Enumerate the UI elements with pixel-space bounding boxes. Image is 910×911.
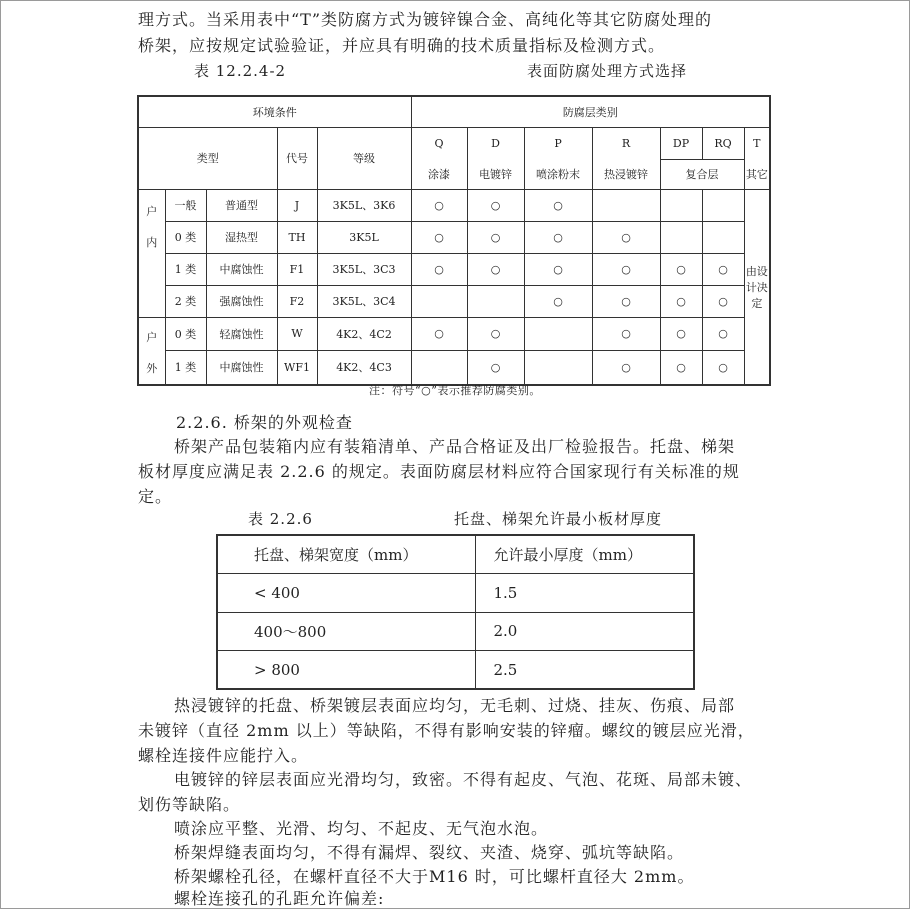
row-code: TH — [277, 221, 317, 253]
row-class: 0 类 — [165, 221, 206, 253]
row-code: W — [277, 317, 317, 350]
name-composite: 复合层 — [660, 159, 744, 189]
mark — [467, 285, 524, 317]
mark: ○ — [660, 350, 702, 384]
row-class: 0 类 — [165, 317, 206, 350]
mark: ○ — [524, 221, 592, 253]
mark: ○ — [467, 221, 524, 253]
row-grade: 3K5L、3C4 — [317, 285, 411, 317]
mark: ○ — [411, 317, 467, 350]
table1-title: 表面防腐处理方式选择 — [527, 62, 688, 80]
thickness-cell: 2.0 — [475, 612, 694, 651]
mark: ○ — [592, 350, 660, 384]
row-class: 1 类 — [165, 350, 206, 384]
mark: ○ — [702, 350, 744, 384]
row-grade: 3K5L — [317, 221, 411, 253]
mark — [524, 350, 592, 384]
hotdip-para-line-2: 未镀锌（直径 2mm 以上）等缺陷，不得有影响安装的锌瘤。螺纹的镀层应光滑， — [138, 721, 755, 740]
code-q: Q — [411, 127, 467, 159]
section-para-line-2: 板材厚度应满足表 2.2.6 的规定。表面防腐层材料应符合国家现行有关标准的规 — [138, 462, 740, 481]
section-para-line-3: 定。 — [138, 487, 173, 506]
row-grade: 4K2、4C2 — [317, 317, 411, 350]
mark — [702, 189, 744, 221]
table1-note: 注：符号“○”表示推荐防腐类别。 — [369, 384, 541, 397]
spray-para: 喷涂应平整、光滑、均匀、不起皮、无气泡水泡。 — [174, 819, 549, 838]
outdoor-label — [138, 317, 165, 385]
thickness-cell: 2.5 — [475, 651, 694, 690]
mark: ○ — [592, 253, 660, 285]
row-class: 1 类 — [165, 253, 206, 285]
anticorrosion-table — [137, 95, 771, 386]
row-code: WF1 — [277, 350, 317, 384]
row-type: 湿热型 — [206, 221, 277, 253]
name-hot-dip: 热浸镀锌 — [592, 159, 660, 189]
width-header: 托盘、梯架宽度（mm） — [217, 535, 475, 574]
mark: ○ — [660, 253, 702, 285]
code-d: D — [467, 127, 524, 159]
thickness-table — [216, 534, 695, 690]
row-class: 2 类 — [165, 285, 206, 317]
mark: ○ — [411, 221, 467, 253]
outdoor-char-2: 外 — [146, 361, 158, 375]
mark: ○ — [524, 253, 592, 285]
mark: ○ — [592, 317, 660, 350]
thickness-header: 允许最小厚度（mm） — [475, 535, 694, 574]
row-grade: 3K5L、3C3 — [317, 253, 411, 285]
t-design-decided: 由设计决定 — [744, 189, 770, 385]
name-other: 其它 — [744, 159, 770, 189]
env-conditions-header: 环境条件 — [138, 96, 411, 127]
code-header: 代号 — [277, 127, 317, 189]
hotdip-para-line-1: 热浸镀锌的托盘、桥架镀层表面应均匀，无毛刺、过烧、挂灰、伤痕、局部 — [174, 696, 736, 715]
row-code: F1 — [277, 253, 317, 285]
row-grade: 3K5L、3K6 — [317, 189, 411, 221]
anticorrosion-class-header: 防腐层类别 — [411, 96, 770, 127]
mark: ○ — [467, 350, 524, 384]
mark: ○ — [660, 285, 702, 317]
table2-title: 托盘、梯架允许最小板材厚度 — [454, 510, 663, 528]
mark: ○ — [592, 285, 660, 317]
mark: ○ — [702, 317, 744, 350]
mark: ○ — [660, 317, 702, 350]
indoor-char-2: 内 — [146, 235, 158, 249]
code-dp: DP — [660, 127, 702, 159]
section-heading: 2.2.6. 桥架的外观检查 — [176, 413, 353, 432]
table1-number: 表 12.2.4-2 — [194, 62, 287, 80]
mark — [592, 189, 660, 221]
hotdip-para-line-3: 螺栓连接件应能拧入。 — [138, 746, 309, 765]
mark — [524, 317, 592, 350]
row-code: F2 — [277, 285, 317, 317]
mark: ○ — [411, 253, 467, 285]
row-type: 强腐蚀性 — [206, 285, 277, 317]
mark — [702, 221, 744, 253]
table2-number: 表 2.2.6 — [248, 510, 313, 528]
mark — [411, 350, 467, 384]
code-t: T — [744, 127, 770, 159]
intro-line-2: 桥架，应按规定试验验证，并应具有明确的技术质量指标及检测方式。 — [138, 36, 666, 55]
mark: ○ — [467, 253, 524, 285]
code-rq: RQ — [702, 127, 744, 159]
name-paint: 涂漆 — [411, 159, 467, 189]
row-type: 中腐蚀性 — [206, 253, 277, 285]
electro-para-line-1: 电镀锌的锌层表面应光滑均匀，致密。不得有起皮、气泡、花斑、局部未镀、 — [174, 770, 753, 789]
mark: ○ — [702, 253, 744, 285]
code-p: P — [524, 127, 592, 159]
mark: ○ — [592, 221, 660, 253]
hole-spacing-para: 螺栓连接孔的孔距允许偏差: — [174, 889, 385, 908]
row-grade: 4K2、4C3 — [317, 350, 411, 384]
mark: ○ — [524, 189, 592, 221]
mark: ○ — [467, 317, 524, 350]
code-r: R — [592, 127, 660, 159]
row-type: 中腐蚀性 — [206, 350, 277, 384]
width-cell: < 400 — [217, 574, 475, 613]
row-class: 一般 — [165, 189, 206, 221]
weld-para: 桥架焊缝表面均匀，不得有漏焊、裂纹、夹渣、烧穿、弧坑等缺陷。 — [174, 843, 685, 862]
electro-para-line-2: 划伤等缺陷。 — [138, 795, 241, 814]
row-type: 轻腐蚀性 — [206, 317, 277, 350]
mark: ○ — [467, 189, 524, 221]
intro-line-1: 理方式。当采用表中“T”类防腐方式为镀锌镍合金、高纯化等其它防腐处理的 — [138, 10, 713, 29]
type-header: 类型 — [138, 127, 277, 189]
indoor-label — [138, 189, 165, 317]
section-para-line-1: 桥架产品包装箱内应有装箱清单、产品合格证及出厂检验报告。托盘、梯架 — [174, 437, 736, 456]
mark: ○ — [411, 189, 467, 221]
row-type: 普通型 — [206, 189, 277, 221]
grade-header: 等级 — [317, 127, 411, 189]
name-electro-zinc: 电镀锌 — [467, 159, 524, 189]
mark: ○ — [524, 285, 592, 317]
mark — [660, 221, 702, 253]
width-cell: > 800 — [217, 651, 475, 690]
indoor-char-1: 户 — [146, 204, 158, 218]
name-powder: 喷涂粉末 — [524, 159, 592, 189]
width-cell: 400～800 — [217, 612, 475, 651]
mark: ○ — [702, 285, 744, 317]
mark — [660, 189, 702, 221]
mark — [411, 285, 467, 317]
bolt-hole-para: 桥架螺栓孔径，在螺杆直径不大于M16 时，可比螺杆直径大 2mm。 — [174, 867, 695, 886]
thickness-cell: 1.5 — [475, 574, 694, 613]
outdoor-char-1: 户 — [146, 330, 158, 344]
row-code: J — [277, 189, 317, 221]
